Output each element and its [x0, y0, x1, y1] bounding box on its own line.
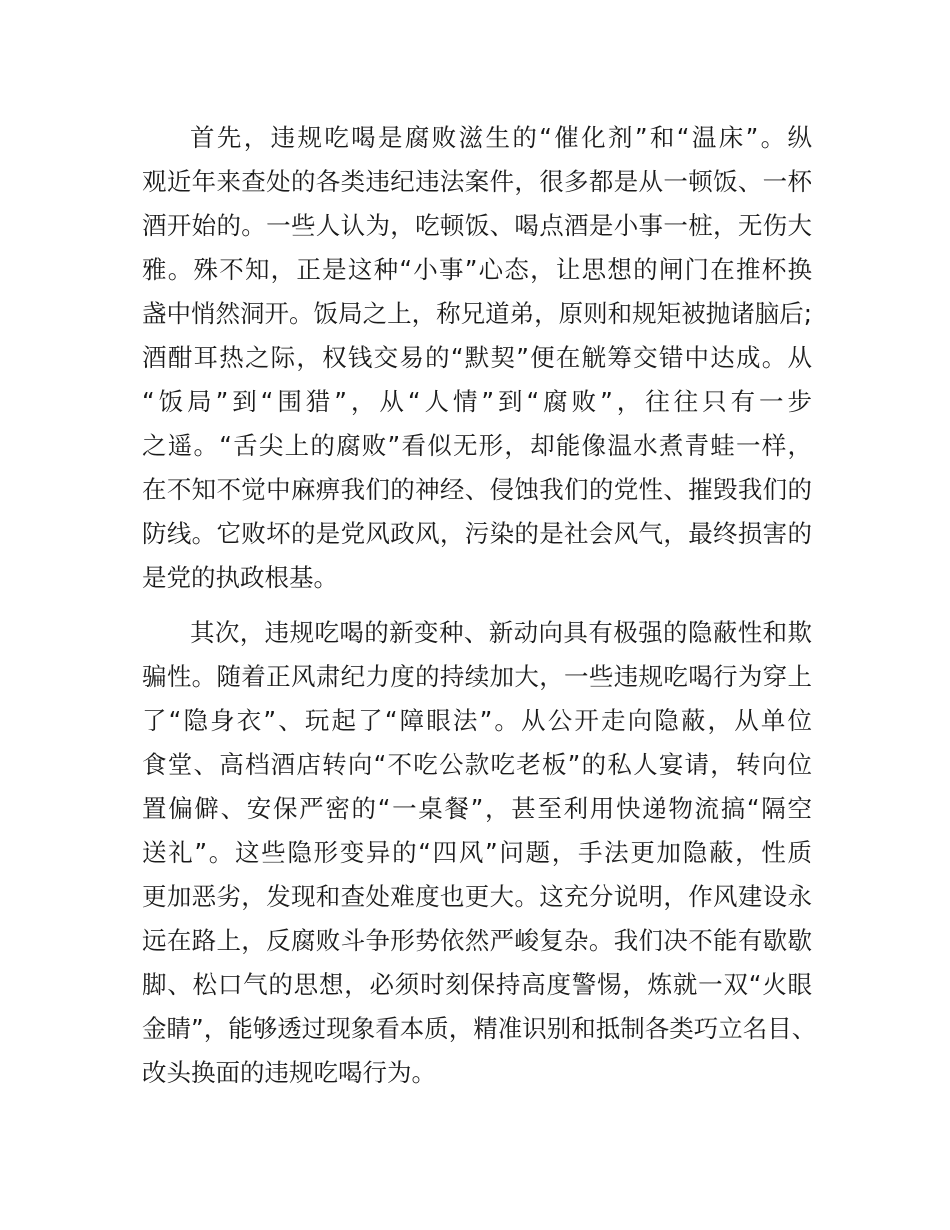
text-line: 送礼”。这些隐形变异的“四风”问题，手法更加隐蔽，性质: [142, 838, 812, 867]
text-line: 首先，违规吃喝是腐败滋生的“催化剂”和“温床”。纵: [190, 123, 812, 152]
text-line: 脚、松口气的思想，必须时刻保持高度警惕，炼就一双“火眼: [142, 970, 812, 999]
text-line: 金睛”，能够透过现象看本质，精准识别和抵制各类巧立名目、: [142, 1014, 817, 1043]
text-line: 酒开始的。一些人认为，吃顿饭、喝点酒是小事一桩，无伤大: [142, 211, 812, 240]
text-line: 防线。它败坏的是党风政风，污染的是社会风气，最终损害的: [142, 519, 812, 548]
text-line: 之遥。“舌尖上的腐败”看似无形，却能像温水煮青蛙一样，: [142, 431, 812, 460]
text-line: 食堂、高档酒店转向“不吃公款吃老板”的私人宴请，转向位: [142, 750, 812, 779]
text-line: 是党的执政根基。: [142, 563, 338, 592]
text-line: 在不知不觉中麻痹我们的神经、侵蚀我们的党性、摧毁我们的: [142, 475, 812, 504]
text-line: 观近年来查处的各类违纪违法案件，很多都是从一顿饭、一杯: [142, 167, 812, 196]
text-line: 远在路上，反腐败斗争形势依然严峻复杂。我们决不能有歇歇: [142, 926, 812, 955]
text-line: 其次，违规吃喝的新变种、新动向具有极强的隐蔽性和欺: [190, 618, 812, 647]
text-line: 雅。殊不知，正是这种“小事”心态，让思想的闸门在推杯换: [142, 255, 812, 284]
text-line: 盏中悄然洞开。饭局之上，称兄道弟，原则和规矩被抛诸脑后;: [142, 299, 812, 328]
text-line: 更加恶劣，发现和查处难度也更大。这充分说明，作风建设永: [142, 882, 812, 911]
text-line: 改头换面的违规吃喝行为。: [142, 1058, 436, 1087]
text-line: 酒酣耳热之际，权钱交易的“默契”便在觥筹交错中达成。从: [142, 343, 812, 372]
text-line: 了“隐身衣”、玩起了“障眼法”。从公开走向隐蔽，从单位: [142, 706, 812, 735]
text-line: “饭局”到“围猎”，从“人情”到“腐败”，往往只有一步: [142, 387, 812, 416]
text-line: 骗性。随着正风肃纪力度的持续加大，一些违规吃喝行为穿上: [142, 662, 812, 691]
text-line: 置偏僻、安保严密的“一桌餐”，甚至利用快递物流搞“隔空: [142, 794, 812, 823]
